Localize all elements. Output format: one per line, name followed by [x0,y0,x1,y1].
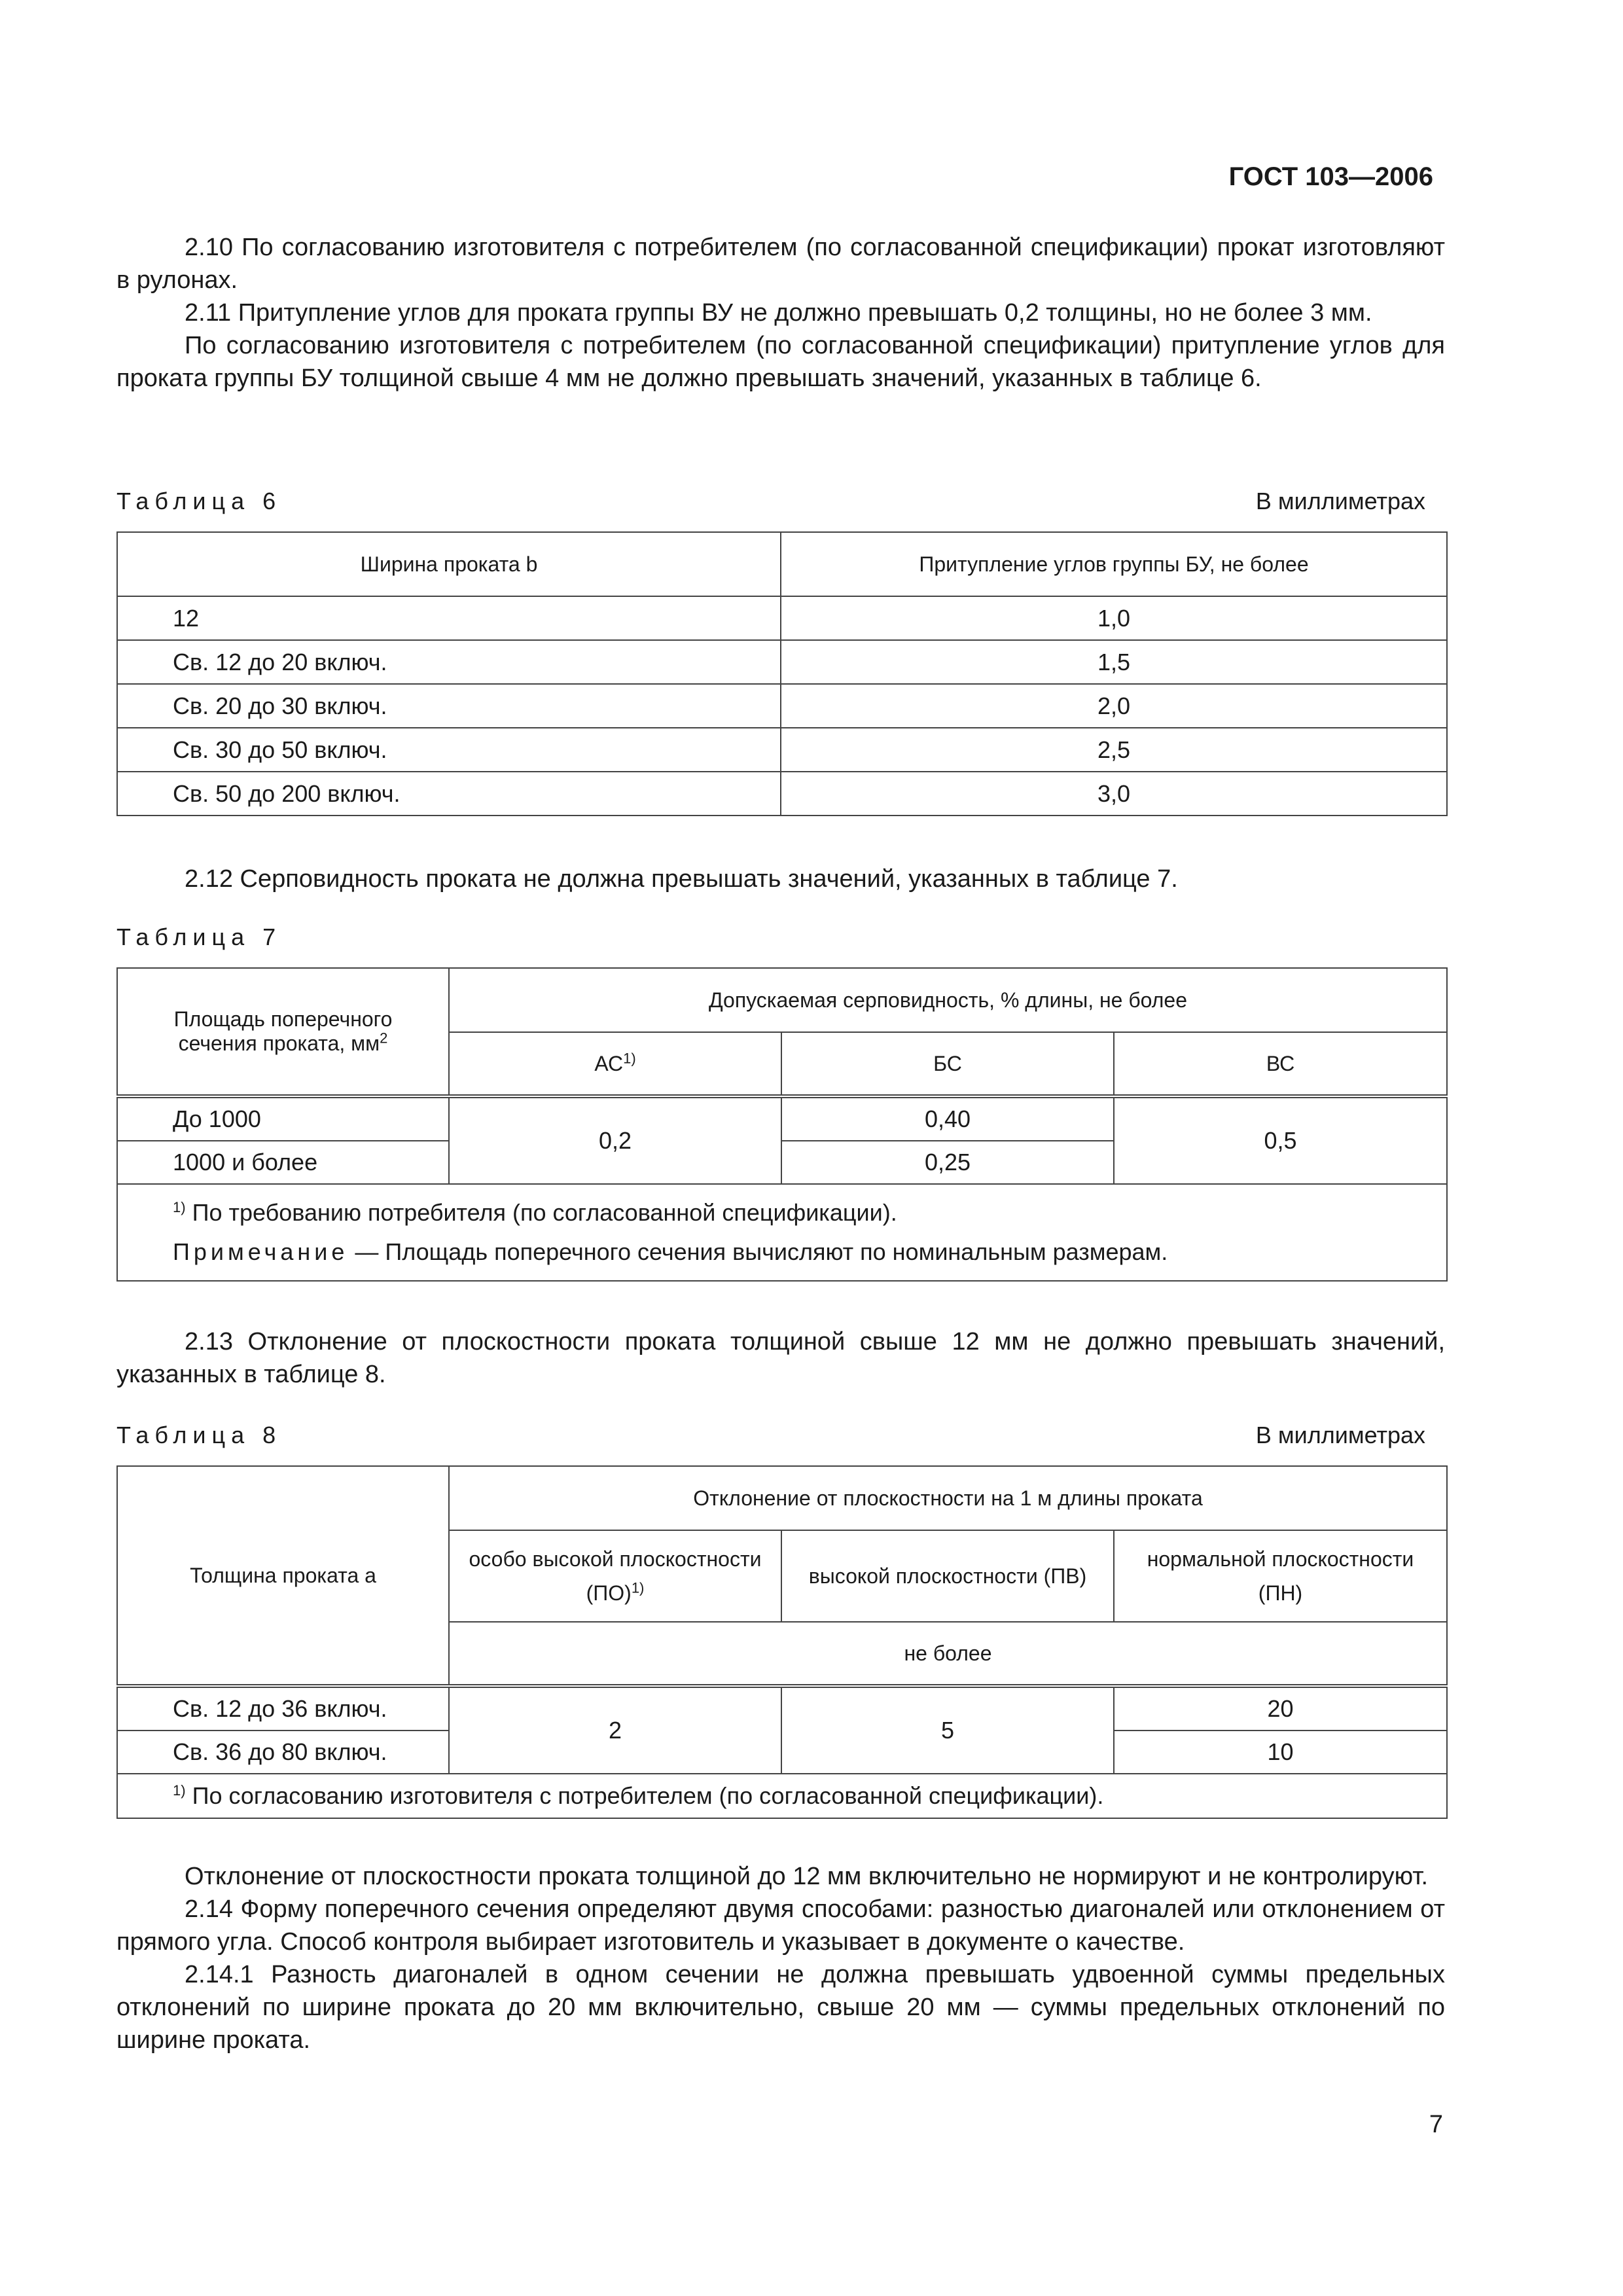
paragraph-2-14: 2.14 Форму поперечного сечения определяют двумя способами: разностью диагоналей или отклонением от прямого угла. Способ контроля выбирает изготовитель и указывает в документе о качестве. [116,1895,1445,1956]
table8-row-label: Св. 12 до 36 включ. [117,1686,449,1731]
table6-cell-value: 2,5 [781,728,1447,772]
table-8 [116,1465,1448,1819]
table7-header-bc: БС [781,1032,1114,1096]
table6-cell-value: 2,0 [781,684,1447,728]
table7-footnote: $^{1)}$ По требованию потребителя (по согласованной спецификации). [173,1199,897,1226]
table8-header-po: особо высокой плоскостности (ПО)$^{1)}$ [449,1530,781,1622]
table6-cell-value: 3,0 [781,772,1447,816]
table7-area-line1: Площадь поперечного [173,1007,393,1031]
table8-header-group: Отклонение от плоскостности на 1 м длины проката [449,1466,1447,1530]
table8-header-pv: высокой плоскостности (ПВ) [781,1530,1114,1622]
table6-cell-width: Св. 20 до 30 включ. [117,684,781,728]
table8-po-value: 2 [449,1686,781,1774]
table7-header-area [117,968,449,1096]
table-7 [116,967,1448,1282]
paragraph-2-13: 2.13 Отклонение от плоскостности проката толщиной свыше 12 мм не должно превышать значений, указанных в таблице 8. [116,1328,1445,1388]
table6-cell-width: Св. 50 до 200 включ. [117,772,781,816]
table8-caption: Таблица 8 [116,1422,282,1448]
table8-footnote: $^{1)}$ По согласованию изготовителя с потребителем (по согласованной спецификации). [117,1774,1447,1818]
table-6 [116,531,1448,816]
table8-header-max: не более [449,1622,1447,1686]
table8-header-pn: нормальной плоскостности (ПН) [1114,1530,1447,1622]
table7-note: Примечание — Площадь поперечного сечения вычисляют по номинальным размерам. [173,1238,1168,1265]
table6-header-blunting: Притупление углов группы БУ, не более [781,532,1447,596]
table6-header-width: Ширина проката b [117,532,781,596]
table7-vc-value: 0,5 [1114,1096,1447,1184]
table6-cell-width: Св. 30 до 50 включ. [117,728,781,772]
table6-caption: Таблица 6 [116,488,282,514]
document-header: ГОСТ 103—2006 [1228,162,1433,191]
table7-header-ac: АС$^{1)}$ [449,1032,781,1096]
table7-bc-value: 0,25 [781,1141,1114,1184]
section-2-12 [116,863,1445,895]
table6-cell-width: Св. 12 до 20 включ. [117,640,781,684]
paragraph-2-11-b: По согласованию изготовителя с потребителем (по согласованной спецификации) притупление углов для проката группы БУ толщиной свыше 4 мм не должно превышать значений, указанных в таблице 6. [116,332,1445,392]
table6-cell-value: 1,5 [781,640,1447,684]
table7-row-label: До 1000 [117,1096,449,1141]
table7-area-line2: сечения проката, мм [178,1031,380,1055]
paragraph-2-12: 2.12 Серповидность проката не должна превышать значений, указанных в таблице 7. [185,865,1178,893]
table8-header-thickness: Толщина проката a [117,1466,449,1686]
table7-caption: Таблица 7 [116,924,282,950]
table8-po-footnote-mark: 1) [631,1579,645,1596]
table7-header-group: Допускаемая серповидность, % длины, не более [449,968,1447,1032]
page-number: 7 [1429,2111,1443,2138]
table6-cell-width: 12 [117,596,781,640]
paragraph-2-11: 2.11 Притупление углов для проката группы ВУ не должно превышать 0,2 толщины, но не более 3 мм. [185,299,1372,327]
table8-pn-value: 10 [1114,1731,1447,1774]
table7-footnote-cell [117,1184,1447,1281]
table7-header-vc: ВС [1114,1032,1447,1096]
table6-unit: В миллиметрах [1255,488,1425,514]
table7-row-label: 1000 и более [117,1141,449,1184]
table8-row-label: Св. 36 до 80 включ. [117,1731,449,1774]
table8-pn-value: 20 [1114,1686,1447,1731]
table7-bc-value: 0,40 [781,1096,1114,1141]
table8-pv-value: 5 [781,1686,1114,1774]
section-2-13 [116,1325,1445,1391]
table8-unit: В миллиметрах [1255,1422,1425,1448]
paragraph-flatness-note: Отклонение от плоскостности проката толщиной до 12 мм включительно не нормируют и не контролируют. [185,1863,1429,1890]
table6-cell-value: 1,0 [781,596,1447,640]
paragraph-2-10: 2.10 По согласованию изготовителя с потребителем (по согласованной спецификации) прокат изготовляют в рулонах. [116,234,1445,294]
section-2-14 [116,1860,1445,2056]
table7-area-sup: 2 [380,1030,388,1047]
table7-ac-value: 0,2 [449,1096,781,1184]
paragraph-2-14-1: 2.14.1 Разность диагоналей в одном сечении не должна превышать удвоенной суммы предельных отклонений по ширине проката до 20 мм включительно, свыше 20 мм — суммы предельных отклонений по ширине проката. [116,1961,1445,2054]
table7-ac-footnote-mark: 1) [623,1049,636,1066]
section-2-10-to-2-11 [116,231,1445,395]
